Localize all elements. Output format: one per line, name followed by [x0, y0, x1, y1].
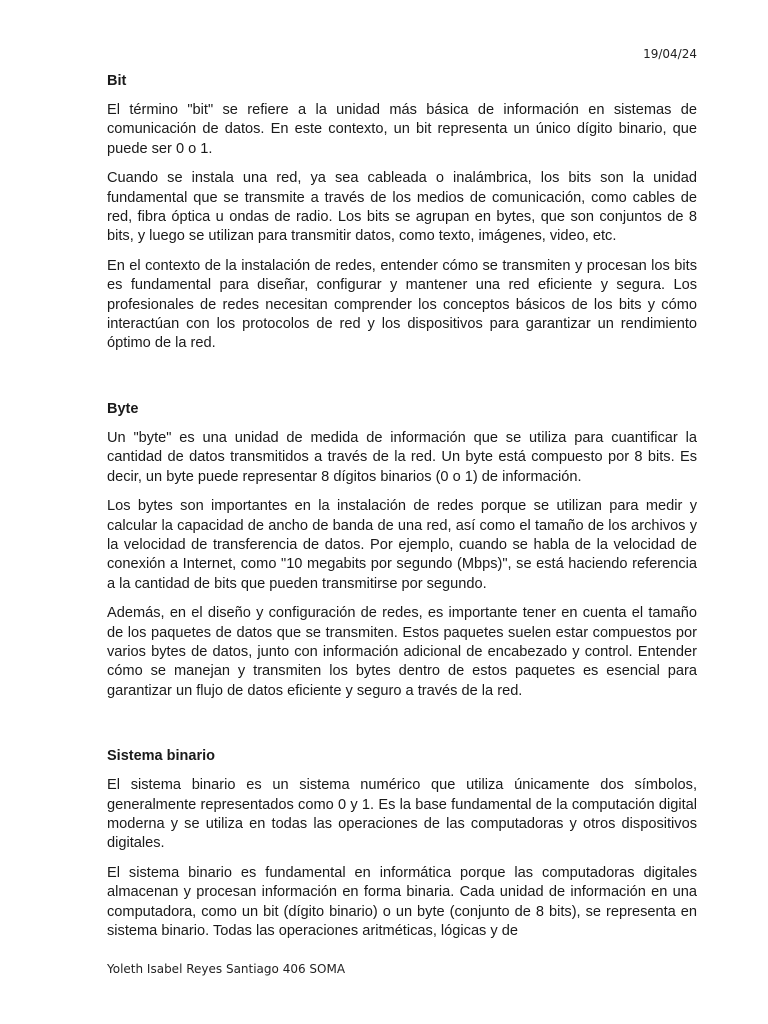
paragraph: Los bytes son importantes en la instalación de redes porque se utilizan para medir y calcular la capacidad de ancho de banda de una red, así como el tamaño de los archivos y la velocidad de transferencia de datos. Por ejemplo, cuando se habla de la velocidad de conexión a Internet, como "10 megabits por segundo (Mbps)", se está haciendo referencia a la cantidad de bits que pueden transmitirse por segundo. [107, 498, 697, 592]
section-title: Sistema binario [107, 748, 215, 765]
section-sistema-binario [107, 747, 697, 941]
paragraph: Cuando se instala una red, ya sea cableada o inalámbrica, los bits son la unidad fundamental que se transmite a través de los medios de comunicación, como cables de red, fibra óptica u ondas de radio. Los bits se agrupan en bytes, que son conjuntos de 8 bits, y luego se utilizan para transmitir datos, como texto, imágenes, video, etc. [107, 170, 697, 245]
paragraph: En el contexto de la instalación de redes, entender cómo se transmiten y procesan los bits es fundamental para diseñar, configurar y mantener una red eficiente y segura. Los profesionales de redes necesitan comprender los conceptos básicos de los bits y cómo interactúan con los protocolos de red y los dispositivos para garantizar un rendimiento óptimo de la red. [107, 257, 697, 352]
section-byte [107, 400, 697, 701]
document-body [107, 72, 697, 951]
paragraph: Además, en el diseño y configuración de redes, es importante tener en cuenta el tamaño de los paquetes de datos que se transmiten. Estos paquetes suelen estar compuestos por varios bytes de datos, junto con información adicional de encabezado y control. Entender cómo se manejan y transmiten los bytes dentro de estos paquetes es esencial para garantizar un flujo de datos eficiente y seguro a través de la red. [107, 605, 697, 699]
document-footer: Yoleth Isabel Reyes Santiago 406 SOMA [107, 962, 346, 976]
paragraph: El sistema binario es un sistema numérico que utiliza únicamente dos símbolos, generalmente representados como 0 y 1. Es la base fundamental de la computación digital moderna y se utiliza en todas las operaciones de las computadoras y otros dispositivos digitales. [107, 777, 697, 852]
section-spacer [107, 711, 697, 747]
paragraph: El término "bit" se refiere a la unidad más básica de información en sistemas de comunicación de datos. En este contexto, un bit representa un único dígito binario, que puede ser 0 o 1. [107, 102, 697, 157]
section-title: Bit [107, 73, 127, 89]
paragraph: Un "byte" es una unidad de medida de información que se utiliza para cuantificar la cantidad de datos transmitidos a través de la red. Un byte está compuesto por 8 bits. Es decir, un byte puede representar 8 dígitos binarios (0 o 1) de información. [107, 429, 697, 485]
section-title: Byte [107, 400, 139, 417]
paragraph: El sistema binario es fundamental en informática porque las computadoras digitales almacenan y procesan información en forma binaria. Cada unidad de información en una computadora, como un bit (dígito binario) o un byte (conjunto de 8 bits), se representa en sistema binario. Todas las operaciones aritméticas, lógicas y de [107, 864, 697, 939]
section-spacer [107, 364, 697, 400]
section-bit [107, 72, 697, 354]
document-date: 19/04/24 [643, 47, 697, 61]
